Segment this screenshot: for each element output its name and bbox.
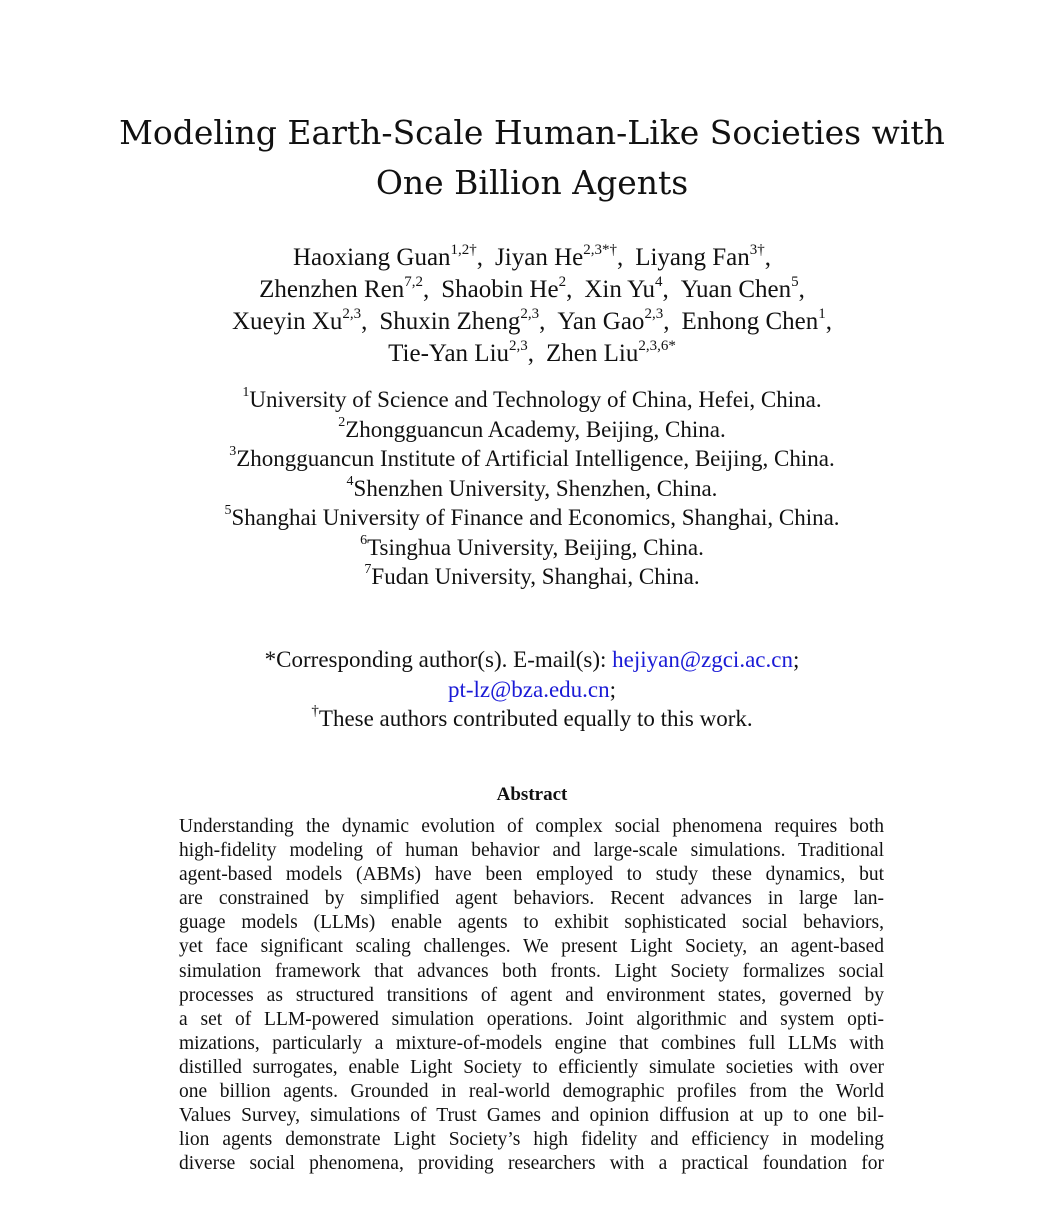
abstract-heading: Abstract [496, 784, 568, 805]
author-separator: , [361, 308, 368, 335]
correspondence-line-1 [0, 645, 1064, 675]
affiliation [0, 415, 1064, 445]
author-separator: , [764, 244, 772, 271]
affiliation-text: Zhongguancun Institute of Artificial Intelligence, Beijing, China. [236, 446, 835, 471]
author-affiliation-marks: 2,3 [644, 305, 664, 322]
affiliation-text: University of Science and Technology of China, Hefei, China. [249, 387, 822, 412]
abstract-line: processes as structured transitions of agent and environment states, governed by [179, 984, 884, 1006]
author-separator: , [616, 244, 624, 271]
author-separator: , [422, 276, 430, 303]
email-separator-1: ; [792, 647, 800, 672]
abstract-line: diverse social phenomena, providing researchers with a practical foundation for [179, 1153, 884, 1175]
author-affiliation-marks: 7,2 [404, 273, 423, 290]
author [584, 273, 669, 303]
affiliation-text: Shanghai University of Finance and Economics, Shanghai, China. [231, 505, 840, 530]
affiliation [0, 503, 1064, 533]
abstract-line: simulation framework that advances both fronts. Light Society formalizes social [179, 960, 884, 982]
affiliation-text: Zhongguancun Academy, Beijing, China. [345, 416, 726, 442]
affiliation-number: 3 [229, 444, 237, 460]
author [681, 305, 832, 335]
author-affiliation-marks: 5 [791, 273, 799, 290]
author-name: Jiyan He [495, 244, 584, 271]
affiliation [0, 562, 1064, 592]
author [292, 241, 484, 271]
dagger-mark: † [311, 703, 319, 720]
author-line [0, 306, 1064, 338]
author-separator: , [798, 276, 805, 303]
author-name: Shaobin He [441, 276, 559, 303]
equal-contribution-note [0, 704, 1064, 734]
author-separator: , [662, 276, 669, 303]
email-link-1[interactable]: hejiyan@zgci.ac.cn [612, 647, 793, 672]
correspondence-prefix: *Corresponding author(s). E-mail(s): [264, 647, 613, 672]
author-affiliation-marks: 2,3,6* [638, 337, 676, 354]
author [495, 241, 624, 271]
abstract-body [179, 815, 884, 1176]
title-line-1: Modeling Earth-Scale Human-Like Societies with [119, 113, 945, 152]
abstract-line: lion agents demonstrate Light Society’s high fidelity and efficiency in modeling [179, 1129, 884, 1151]
abstract-line: Understanding the dynamic evolution of complex social phenomena requires both [179, 816, 884, 837]
paper-title [0, 108, 1064, 208]
email-link-2[interactable]: pt-lz@bza.edu.cn [447, 676, 610, 702]
author-name: Yan Gao [557, 308, 645, 335]
author-affiliation-marks: 3† [749, 241, 765, 258]
affiliation-text: Fudan University, Shanghai, China. [371, 564, 700, 589]
author [635, 241, 772, 271]
author-separator: , [476, 244, 484, 271]
affiliation-number: 4 [346, 473, 354, 489]
correspondence-block [0, 645, 1064, 734]
affiliation-number: 7 [364, 562, 372, 578]
author [441, 273, 573, 303]
author-affiliation-marks: 2 [558, 273, 567, 290]
affiliation-number: 5 [224, 503, 232, 519]
author-line [0, 242, 1064, 274]
email-separator-2: ; [609, 676, 617, 702]
affiliation-list [0, 385, 1064, 592]
author-separator: , [539, 308, 546, 335]
author-affiliation-marks: 2,3 [509, 337, 528, 354]
affiliation-text: Tsinghua University, Beijing, China. [367, 534, 704, 560]
abstract-line: agent-based models (ABMs) have been employed to study these dynamics, but [179, 864, 884, 886]
title-line-2: One Billion Agents [375, 163, 689, 202]
author-affiliation-marks: 2,3 [520, 305, 540, 322]
author-line [0, 274, 1064, 306]
author-list [0, 242, 1064, 370]
correspondence-line-2 [0, 675, 1064, 705]
equal-contribution-text: These authors contributed equally to this work. [318, 706, 753, 731]
abstract-line: high-fidelity modeling of human behavior and large-scale simulations. Traditional [179, 840, 884, 862]
author-name: Zhen Liu [546, 340, 639, 367]
author-name: Xin Yu [584, 276, 655, 303]
affiliation [0, 444, 1064, 474]
author-affiliation-marks: 4 [654, 273, 663, 290]
author-name: Haoxiang Guan [292, 244, 451, 271]
affiliation-text: Shenzhen University, Shenzhen, China. [353, 475, 718, 501]
author [259, 273, 430, 303]
author-affiliation-marks: 2,3 [342, 305, 362, 322]
author [680, 273, 805, 303]
author [232, 305, 368, 335]
author-affiliation-marks: 2,3*† [583, 241, 617, 258]
abstract-line: yet face significant scaling challenges. We present Light Society, an agent-based [179, 936, 884, 958]
author-name: Enhong Chen [681, 308, 819, 335]
affiliation [0, 474, 1064, 504]
author-name: Xueyin Xu [232, 308, 343, 335]
abstract-line: mizations, particularly a mixture-of-models engine that combines full LLMs with [179, 1032, 884, 1054]
affiliation [0, 533, 1064, 563]
author-separator: , [663, 308, 670, 335]
author [388, 337, 535, 367]
author-name: Yuan Chen [680, 276, 792, 303]
author-separator: , [527, 340, 535, 367]
author-name: Liyang Fan [635, 244, 750, 271]
author-separator: , [825, 308, 832, 335]
affiliation-number: 6 [360, 532, 368, 548]
affiliation-number: 2 [338, 414, 346, 430]
author-affiliation-marks: 1,2† [450, 241, 477, 258]
abstract-line: one billion agents. Grounded in real-world demographic profiles from the World [179, 1081, 884, 1103]
affiliation-number: 1 [242, 385, 250, 401]
abstract-line: Values Survey, simulations of Trust Games and opinion diffusion at up to one bil- [179, 1105, 884, 1127]
abstract-line: distilled surrogates, enable Light Society to efficiently simulate societies with over [179, 1056, 884, 1078]
affiliation [0, 385, 1064, 415]
author [379, 305, 546, 335]
author-name: Shuxin Zheng [379, 308, 521, 335]
author-separator: , [566, 276, 573, 303]
abstract-line: guage models (LLMs) enable agents to exhibit sophisticated social behaviors, [179, 912, 884, 934]
author [546, 337, 676, 367]
author-affiliation-marks: 1 [818, 305, 826, 322]
abstract-line: a set of LLM-powered simulation operations. Joint algorithmic and system opti- [179, 1008, 884, 1030]
author-name: Tie-Yan Liu [388, 340, 510, 367]
abstract-line: are constrained by simplified agent behaviors. Recent advances in large lan- [179, 888, 884, 910]
author [557, 305, 670, 335]
author-name: Zhenzhen Ren [259, 276, 405, 303]
author-line [0, 338, 1064, 370]
